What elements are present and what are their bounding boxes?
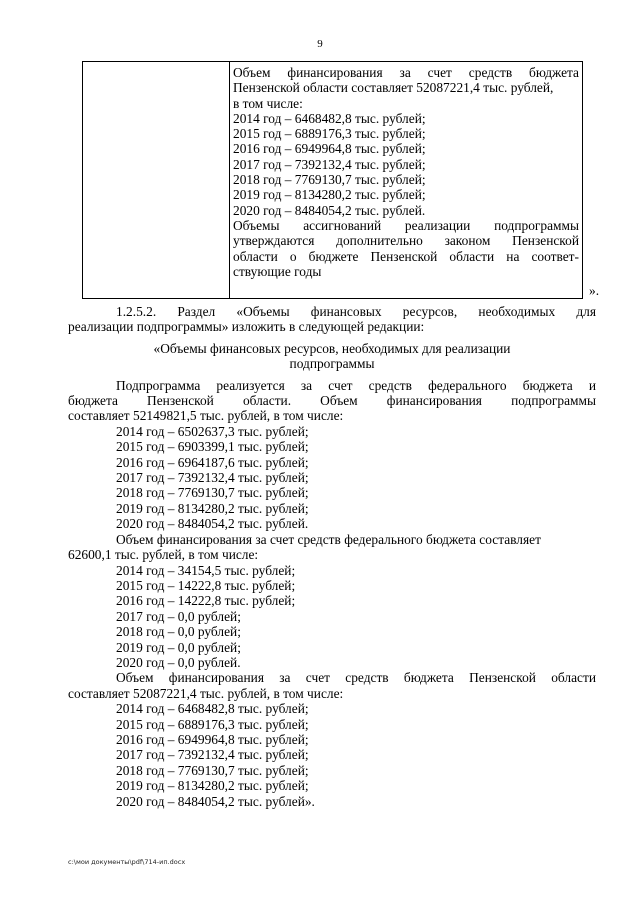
table-year-line: 2014 год – 6468482,8 тыс. рублей;	[233, 110, 426, 126]
year-line: 2016 год – 6949964,8 тыс. рублей;	[116, 731, 309, 747]
paragraph-line: бюджета Пензенской области. Объем финансирования подпрограммы	[68, 393, 596, 409]
table-year-line: 2019 год – 8134280,2 тыс. рублей;	[233, 187, 426, 203]
paragraph-line: 62600,1 тыс. рублей, в том числе:	[68, 547, 259, 563]
table-year-line: 2016 год – 6949964,8 тыс. рублей;	[233, 141, 426, 157]
year-line: 2019 год – 0,0 рублей;	[116, 639, 241, 655]
table-note-line: области о бюджете Пензенской области на соответ-	[233, 248, 579, 264]
year-line: 2018 год – 0,0 рублей;	[116, 624, 241, 640]
table-year-line: 2017 год – 7392132,4 тыс. рублей;	[233, 156, 426, 172]
year-line: 2016 год – 6964187,6 тыс. рублей;	[116, 454, 309, 470]
year-line: 2017 год – 7392132,4 тыс. рублей;	[116, 747, 309, 763]
footer-file-path: c:\мои документы\pdf\714-ип.docx	[68, 858, 186, 866]
table-note-line: Объемы ассигнований реализации подпрограммы	[233, 217, 579, 233]
year-line: 2020 год – 0,0 рублей.	[116, 654, 241, 670]
table-note-line: ствующие годы	[233, 263, 322, 279]
year-line: 2015 год – 6889176,3 тыс. рублей;	[116, 716, 309, 732]
year-line: 2018 год – 7769130,7 тыс. рублей;	[116, 762, 309, 778]
table-closing-quote: ».	[589, 283, 600, 298]
year-line: 2014 год – 6502637,3 тыс. рублей;	[116, 423, 309, 439]
table-year-line: 2018 год – 7769130,7 тыс. рублей;	[233, 172, 426, 188]
paragraph-line: составляет 52087221,4 тыс. рублей, в том числе:	[68, 685, 344, 701]
year-line: 2020 год – 8484054,2 тыс. рублей».	[116, 793, 315, 809]
year-line: 2020 год – 8484054,2 тыс. рублей.	[116, 516, 309, 532]
table-note-line: утверждаются дополнительно законом Пензенской	[233, 233, 579, 249]
table-year-line: 2020 год – 8484054,2 тыс. рублей.	[233, 202, 426, 218]
paragraph-line: составляет 52149821,5 тыс. рублей, в том числе:	[68, 408, 344, 424]
financing-table	[82, 61, 583, 299]
table-intro-line: Пензенской области составляет 52087221,4 тыс. рублей,	[233, 80, 554, 96]
section-line: 1.2.5.2. Раздел «Объемы финансовых ресурсов, необходимых для	[116, 304, 596, 319]
section-line: реализации подпрограммы» изложить в следующей редакции:	[68, 319, 425, 335]
page-number: 9	[317, 38, 323, 50]
table-intro-line: Объем финансирования за счет средств бюджета	[233, 65, 579, 80]
table-year-line: 2015 год – 6889176,3 тыс. рублей;	[233, 126, 426, 142]
paragraph-line: Подпрограмма реализуется за счет средств федерального бюджета и	[116, 377, 596, 393]
paragraph-line: Объем финансирования за счет средств бюджета Пензенской области	[116, 670, 596, 686]
year-line: 2015 год – 14222,8 тыс. рублей;	[116, 577, 296, 593]
document-body	[68, 304, 596, 809]
year-line: 2019 год – 8134280,2 тыс. рублей;	[116, 500, 309, 516]
year-line: 2015 год – 6903399,1 тыс. рублей;	[116, 439, 309, 455]
year-line: 2014 год – 6468482,8 тыс. рублей;	[116, 701, 309, 717]
year-line: 2017 год – 0,0 рублей;	[116, 608, 241, 624]
table-right-cell	[230, 62, 583, 299]
year-line: 2018 год – 7769130,7 тыс. рублей;	[116, 485, 309, 501]
year-line: 2016 год – 14222,8 тыс. рублей;	[116, 593, 296, 609]
paragraph-line: Объем финансирования за счет средств федерального бюджета составляет	[116, 531, 541, 547]
year-line: 2017 год – 7392132,4 тыс. рублей;	[116, 470, 309, 486]
table-left-cell	[83, 62, 230, 299]
table-intro-line: в том числе:	[233, 95, 303, 111]
section-heading: «Объемы финансовых ресурсов, необходимых для реализации	[153, 340, 511, 356]
section-heading: подпрограммы	[289, 356, 375, 372]
year-line: 2019 год – 8134280,2 тыс. рублей;	[116, 778, 309, 794]
year-line: 2014 год – 34154,5 тыс. рублей;	[116, 562, 296, 578]
